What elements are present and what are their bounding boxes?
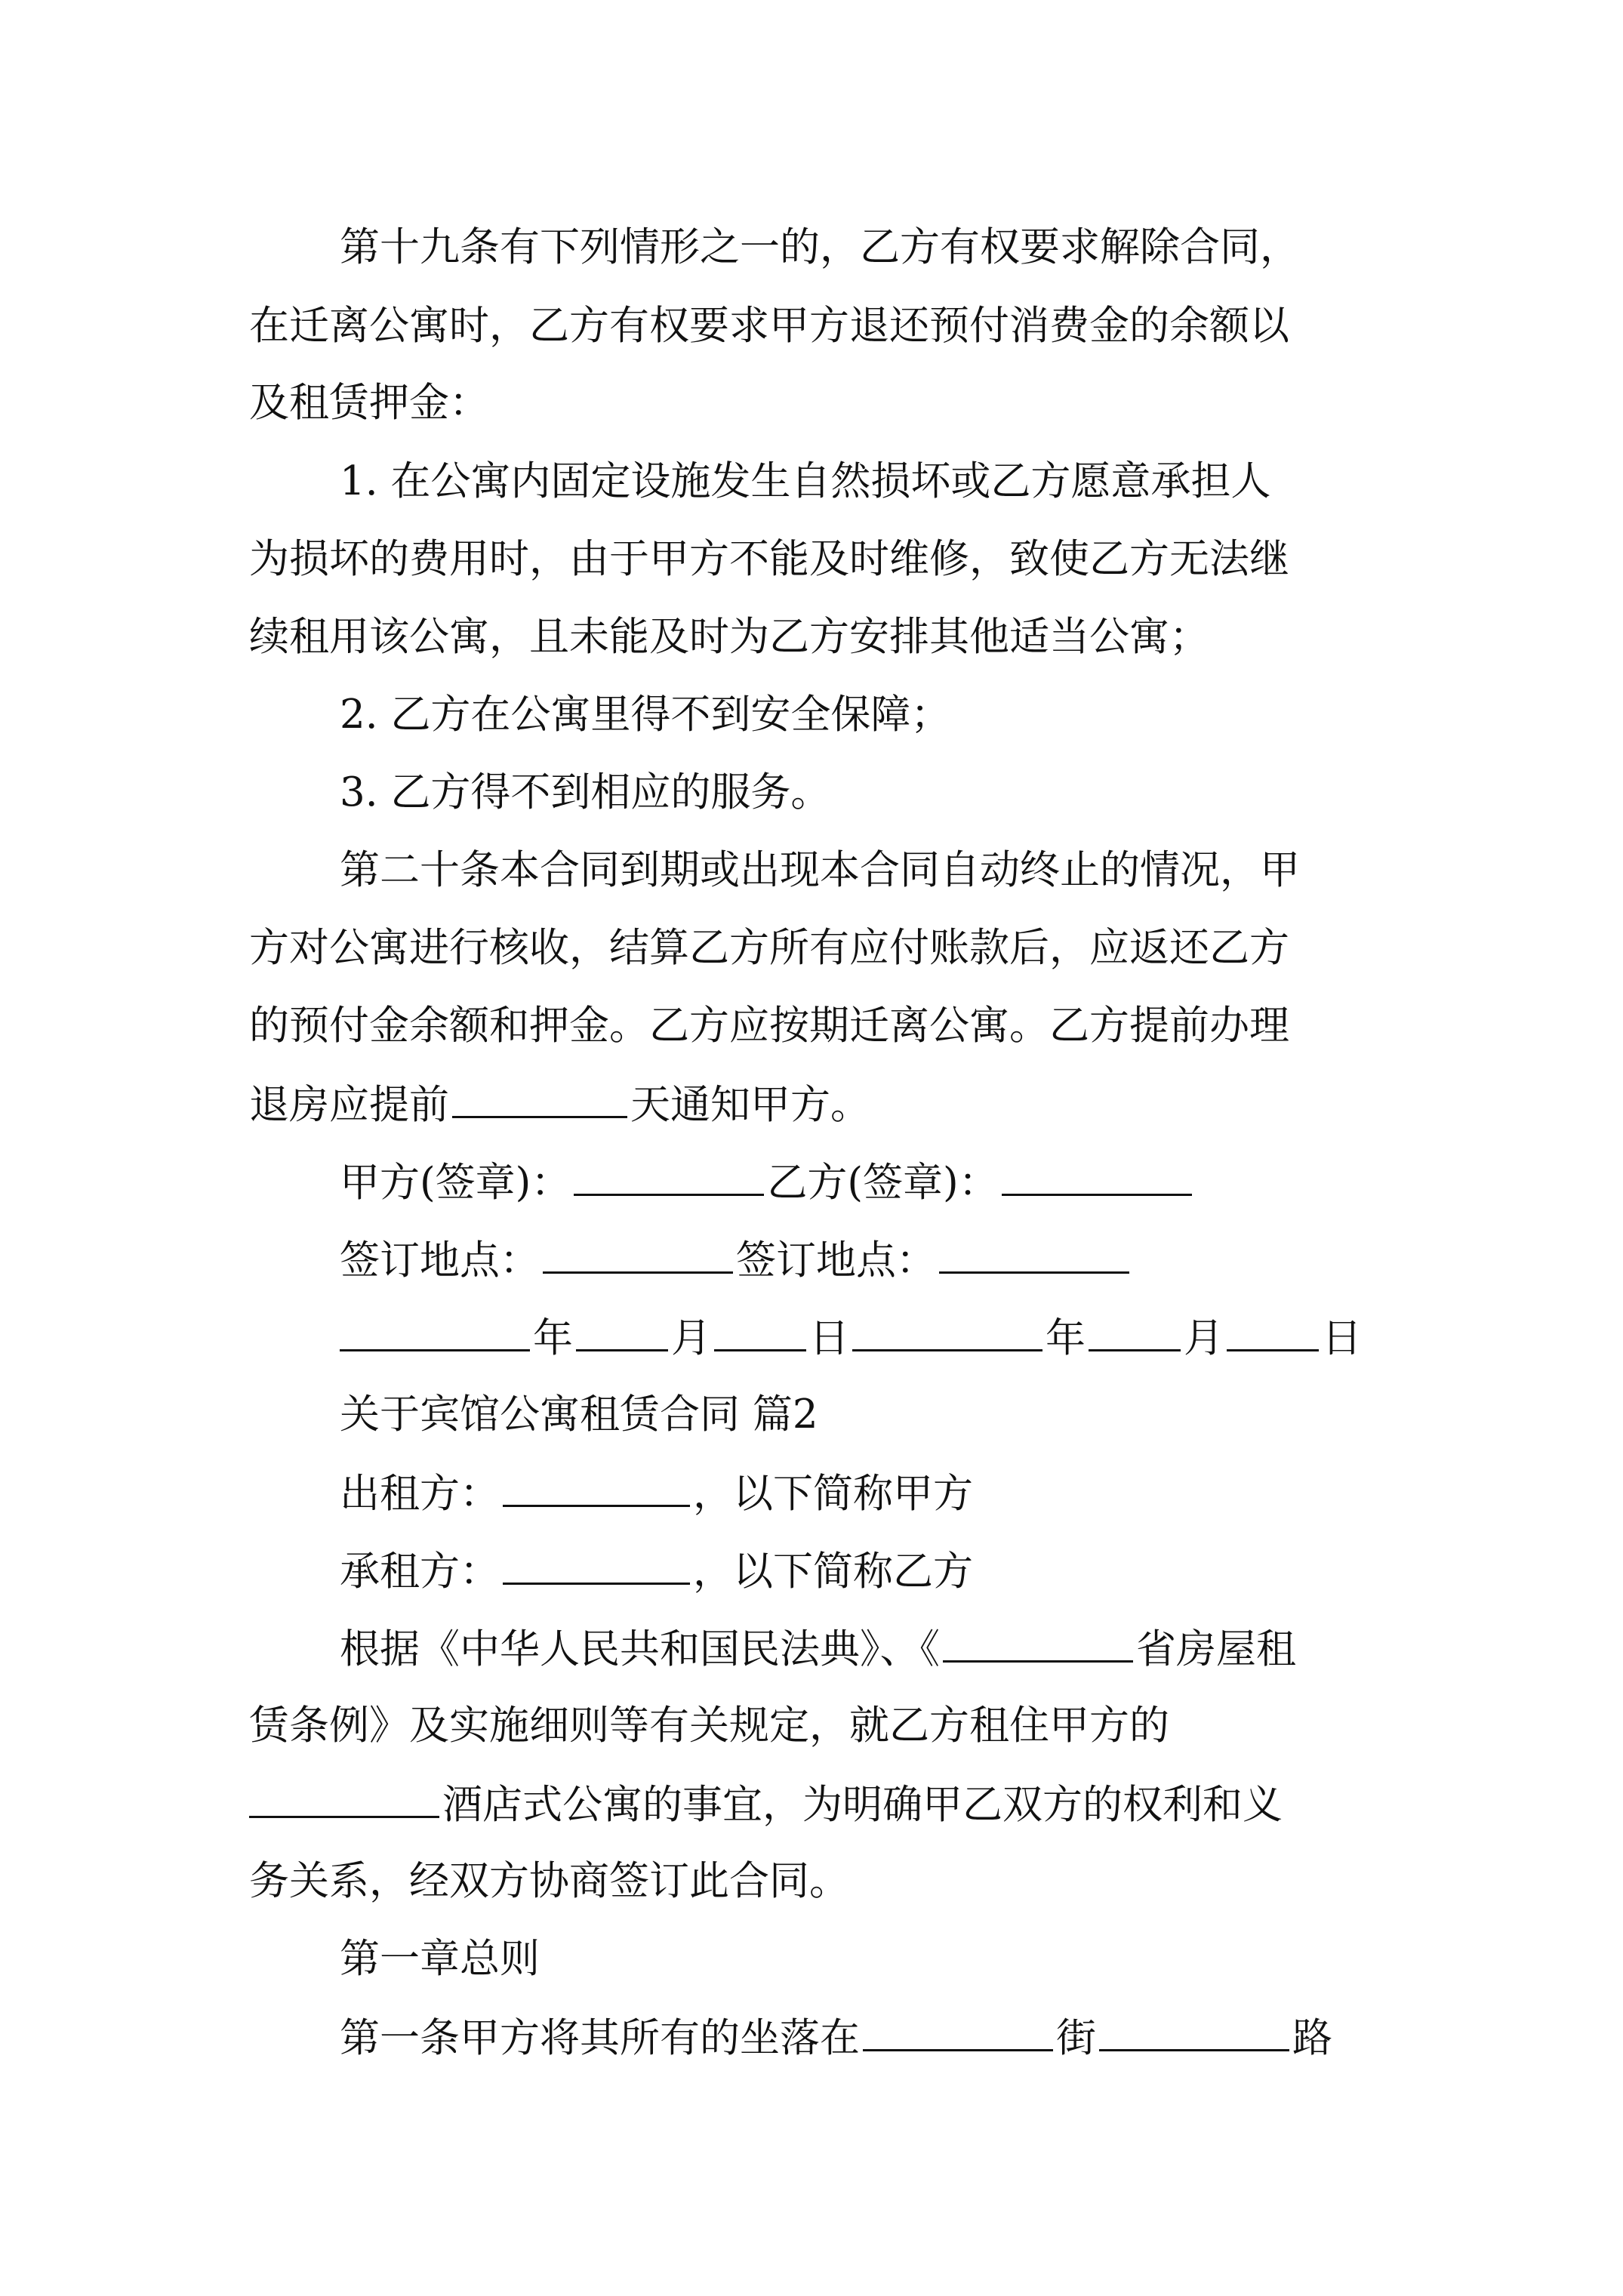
- line-text: 务关系，经双方协商签订此合同。: [249, 1858, 849, 1904]
- line-text: 2. 乙方在公寓里得不到安全保障；: [340, 692, 951, 738]
- text-line: [340, 458, 1270, 506]
- text-line: [249, 613, 1209, 661]
- lessor-label: 出租方：: [340, 1471, 500, 1517]
- text-line: [249, 379, 489, 427]
- text-line: [340, 769, 830, 817]
- party-b-signature-blank[interactable]: [1002, 1157, 1192, 1196]
- lessee-blank[interactable]: [503, 1546, 690, 1585]
- street-blank[interactable]: [863, 2013, 1053, 2051]
- fill-in-blank[interactable]: [452, 1080, 627, 1118]
- text-line: [340, 2013, 1332, 2061]
- line-text: 在迁离公寓时，乙方有权要求甲方退还预付消费金的余额以: [249, 303, 1289, 349]
- text-line: [340, 1235, 1132, 1284]
- line-text: 根据《中华人民共和国民法典》、《: [340, 1626, 940, 1672]
- text-line: [249, 1080, 870, 1128]
- date-line: [340, 1313, 1362, 1361]
- text-line: [340, 846, 1300, 895]
- lessor-blank[interactable]: [503, 1469, 690, 1507]
- party-a-place-label: 签订地点：: [340, 1237, 540, 1284]
- heading-text: 第一章总则: [340, 1936, 540, 1982]
- party-a-signature-label: 甲方(签章)：: [340, 1160, 571, 1206]
- line-text: 省房屋租: [1136, 1626, 1296, 1672]
- year-label: 年: [533, 1315, 573, 1361]
- text-line: [340, 1546, 973, 1595]
- line-text: 酒店式公寓的事宜，为明确甲乙双方的权利和义: [442, 1782, 1283, 1828]
- day-blank[interactable]: [1227, 1313, 1319, 1351]
- heading-text: 关于宾馆公寓租赁合同 篇2: [340, 1391, 818, 1438]
- line-text: ，以下简称甲方: [693, 1471, 973, 1517]
- line-text: 的预付金余额和押金。乙方应按期迁离公寓。乙方提前办理: [249, 1003, 1289, 1049]
- day-label: 日: [1322, 1315, 1362, 1361]
- line-text: 退房应提前: [249, 1082, 449, 1128]
- lessee-label: 承租方：: [340, 1549, 500, 1595]
- day-blank[interactable]: [714, 1313, 806, 1351]
- section-heading: [340, 1391, 818, 1439]
- month-label: 月: [1184, 1315, 1224, 1361]
- line-text: 第十九条有下列情形之一的，乙方有权要求解除合同，: [340, 224, 1300, 270]
- month-label: 月: [671, 1315, 711, 1361]
- text-line: [249, 1857, 849, 1906]
- text-line: [340, 223, 1300, 272]
- year-blank[interactable]: [340, 1313, 530, 1351]
- line-text: 赁条例》及实施细则等有关规定，就乙方租住甲方的: [249, 1703, 1169, 1749]
- text-line: [249, 1002, 1289, 1050]
- text-line: [249, 302, 1289, 350]
- party-a-signature-blank[interactable]: [574, 1157, 764, 1196]
- text-line: [249, 1702, 1169, 1750]
- text-line: [340, 1624, 1296, 1672]
- month-blank[interactable]: [576, 1313, 668, 1351]
- text-line: [340, 1157, 1195, 1206]
- text-line: [249, 924, 1289, 972]
- street-label: 街: [1056, 2015, 1096, 2061]
- apartment-name-blank[interactable]: [249, 1780, 439, 1818]
- party-a-place-blank[interactable]: [543, 1235, 733, 1274]
- line-text: 第二十条本合同到期或出现本合同自动终止的情况，甲: [340, 847, 1300, 893]
- line-text: 1. 在公寓内固定设施发生自然损坏或乙方愿意承担人: [340, 458, 1271, 504]
- party-b-signature-label: 乙方(签章)：: [767, 1160, 999, 1206]
- line-text: 续租用该公寓，且未能及时为乙方安排其他适当公寓；: [249, 614, 1209, 660]
- line-text: 3. 乙方得不到相应的服务。: [340, 769, 831, 815]
- line-text: 及租赁押金：: [249, 380, 489, 426]
- line-text: 为损坏的费用时，由于甲方不能及时维修，致使乙方无法继: [249, 536, 1289, 582]
- road-blank[interactable]: [1099, 2013, 1289, 2051]
- line-text: ，以下简称乙方: [693, 1549, 973, 1595]
- line-text: 天通知甲方。: [630, 1082, 870, 1128]
- year-blank[interactable]: [852, 1313, 1042, 1351]
- text-line: [340, 691, 950, 739]
- month-blank[interactable]: [1089, 1313, 1181, 1351]
- year-label: 年: [1046, 1315, 1086, 1361]
- text-line: [249, 1780, 1283, 1828]
- text-line: [249, 535, 1289, 584]
- text-line: [340, 1469, 973, 1517]
- road-label: 路: [1292, 2015, 1332, 2061]
- party-b-place-blank[interactable]: [939, 1235, 1129, 1274]
- day-label: 日: [809, 1315, 849, 1361]
- chapter-heading: [340, 1935, 540, 1983]
- line-text: 第一条甲方将其所有的坐落在: [340, 2015, 860, 2061]
- province-blank[interactable]: [943, 1624, 1133, 1663]
- line-text: 方对公寓进行核收，结算乙方所有应付账款后，应返还乙方: [249, 925, 1289, 971]
- party-b-place-label: 签订地点：: [736, 1237, 936, 1284]
